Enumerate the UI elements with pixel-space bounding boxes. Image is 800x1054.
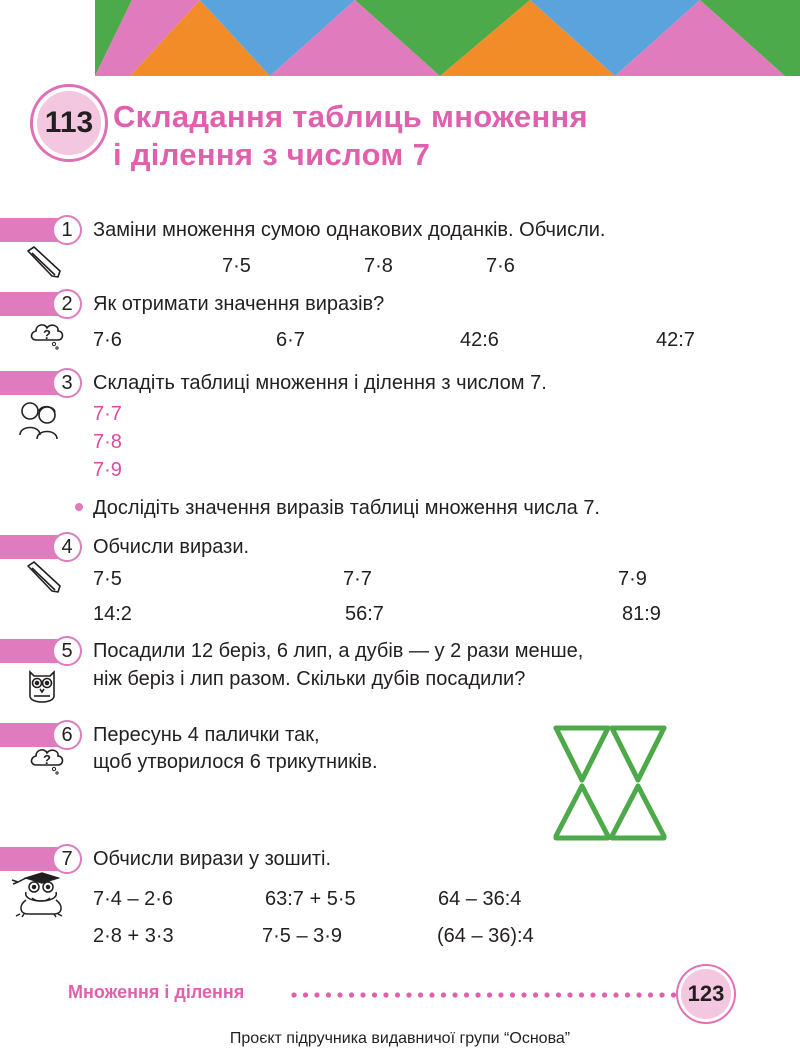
task-7-expression: 63:7 + 5·5 (265, 888, 356, 910)
task-2-expression: 7·6 (93, 329, 122, 351)
footer-dot (510, 992, 515, 997)
task-7-text: Обчисли вирази у зошиті. (93, 848, 332, 870)
footer-dot (659, 992, 664, 997)
task-4-expression: 56:7 (345, 603, 384, 625)
pencil-icon (24, 245, 64, 279)
task-6-number: 6 (52, 720, 82, 750)
footer-dot (452, 992, 457, 997)
footer-dot (567, 992, 572, 997)
task-3-text: Складіть таблиці множення і ділення з числом 7. (93, 372, 547, 394)
task-3-expression: 7·8 (93, 431, 122, 453)
footer-dot (671, 992, 676, 997)
footer-dot (521, 992, 526, 997)
footer-dot (441, 992, 446, 997)
pencil-icon (24, 560, 64, 594)
lesson-number-badge: 113 (33, 87, 105, 159)
frog-graduate-icon (10, 872, 66, 918)
svg-text:?: ? (43, 752, 51, 767)
footer-dot (579, 992, 584, 997)
task-3-expression: 7·7 (93, 403, 122, 425)
task-2-expression: 6·7 (276, 329, 305, 351)
task-2-number: 2 (52, 289, 82, 319)
task-1-number: 1 (52, 215, 82, 245)
project-note: Проєкт підручника видавничої групи “Основа” (229, 1030, 571, 1047)
footer-dot (360, 992, 365, 997)
owl-icon (24, 666, 60, 706)
question-cloud-icon (28, 745, 68, 779)
task-7-expression: 2·8 + 3·3 (93, 925, 174, 947)
footer-dot (590, 992, 595, 997)
footer-dot (544, 992, 549, 997)
question-cloud-icon (28, 320, 68, 354)
task-1-expression: 7·8 (364, 255, 393, 277)
task-5-text-line-2: ніж беріз і лип разом. Скільки дубів посадили? (93, 668, 526, 690)
footer-dot (498, 992, 503, 997)
task-1-text: Заміни множення сумою однакових доданків. Обчисли. (93, 219, 606, 241)
footer-dot (406, 992, 411, 997)
footer-dot (464, 992, 469, 997)
svg-text:?: ? (43, 327, 51, 342)
task-4-expression: 7·7 (343, 568, 372, 590)
task-2-text: Як отримати значення виразів? (93, 293, 385, 315)
matchstick-puzzle (548, 722, 672, 844)
footer-dot (625, 992, 630, 997)
footer-dot (303, 992, 308, 997)
task-3-number: 3 (52, 368, 82, 398)
footer-dot (395, 992, 400, 997)
footer-dot (648, 992, 653, 997)
footer-dotted-line (290, 990, 676, 1000)
footer-dot (602, 992, 607, 997)
footer-section-title: Множення і ділення (68, 982, 245, 1002)
task-7-expression: 64 – 36:4 (438, 888, 522, 910)
pair-work-icon (16, 399, 62, 439)
lesson-title (113, 98, 588, 174)
footer-dot (326, 992, 331, 997)
task-7-expression: (64 – 36):4 (437, 925, 534, 947)
task-2-expression: 42:6 (460, 329, 499, 351)
task-6-text-line-2: щоб утворилося 6 трикутників. (93, 751, 378, 773)
footer-dot (337, 992, 342, 997)
task-1-expression: 7·6 (486, 255, 515, 277)
footer-dot (487, 992, 492, 997)
top-decorative-banner (0, 0, 800, 76)
footer-dot (556, 992, 561, 997)
task-4-text: Обчисли вирази. (93, 536, 250, 558)
footer-dot (475, 992, 480, 997)
footer-dot (613, 992, 618, 997)
page-number-badge: 123 (678, 966, 734, 1022)
task-4-expression: 7·9 (618, 568, 647, 590)
task-1-expression: 7·5 (222, 255, 251, 277)
lesson-title-line-1: Складання таблиць множення (113, 99, 588, 134)
task-5-number: 5 (52, 636, 82, 666)
task-7-expression: 7·4 – 2·6 (93, 888, 174, 910)
task-4-number: 4 (52, 532, 82, 562)
bullet-point (75, 503, 83, 511)
task-4-expression: 14:2 (93, 603, 132, 625)
task-3-expression: 7·9 (93, 459, 122, 481)
footer-dot (291, 992, 296, 997)
footer-dot (418, 992, 423, 997)
task-6-text-line-1: Пересунь 4 палички так, (93, 724, 320, 746)
footer-dot (314, 992, 319, 997)
footer-dot (349, 992, 354, 997)
footer-dot (372, 992, 377, 997)
task-7-expression: 7·5 – 3·9 (262, 925, 343, 947)
task-4-expression: 81:9 (622, 603, 661, 625)
footer-dot (533, 992, 538, 997)
task-3-note: Дослідіть значення виразів таблиці множення числа 7. (93, 497, 600, 519)
lesson-title-line-2: і ділення з числом 7 (113, 137, 431, 172)
task-7-number: 7 (52, 844, 82, 874)
task-5-text-line-1: Посадили 12 беріз, 6 лип, а дубів — у 2 рази менше, (93, 640, 584, 662)
footer-dot (636, 992, 641, 997)
footer-dot (383, 992, 388, 997)
footer-dot (429, 992, 434, 997)
task-4-expression: 7·5 (93, 568, 122, 590)
task-2-expression: 42:7 (656, 329, 695, 351)
